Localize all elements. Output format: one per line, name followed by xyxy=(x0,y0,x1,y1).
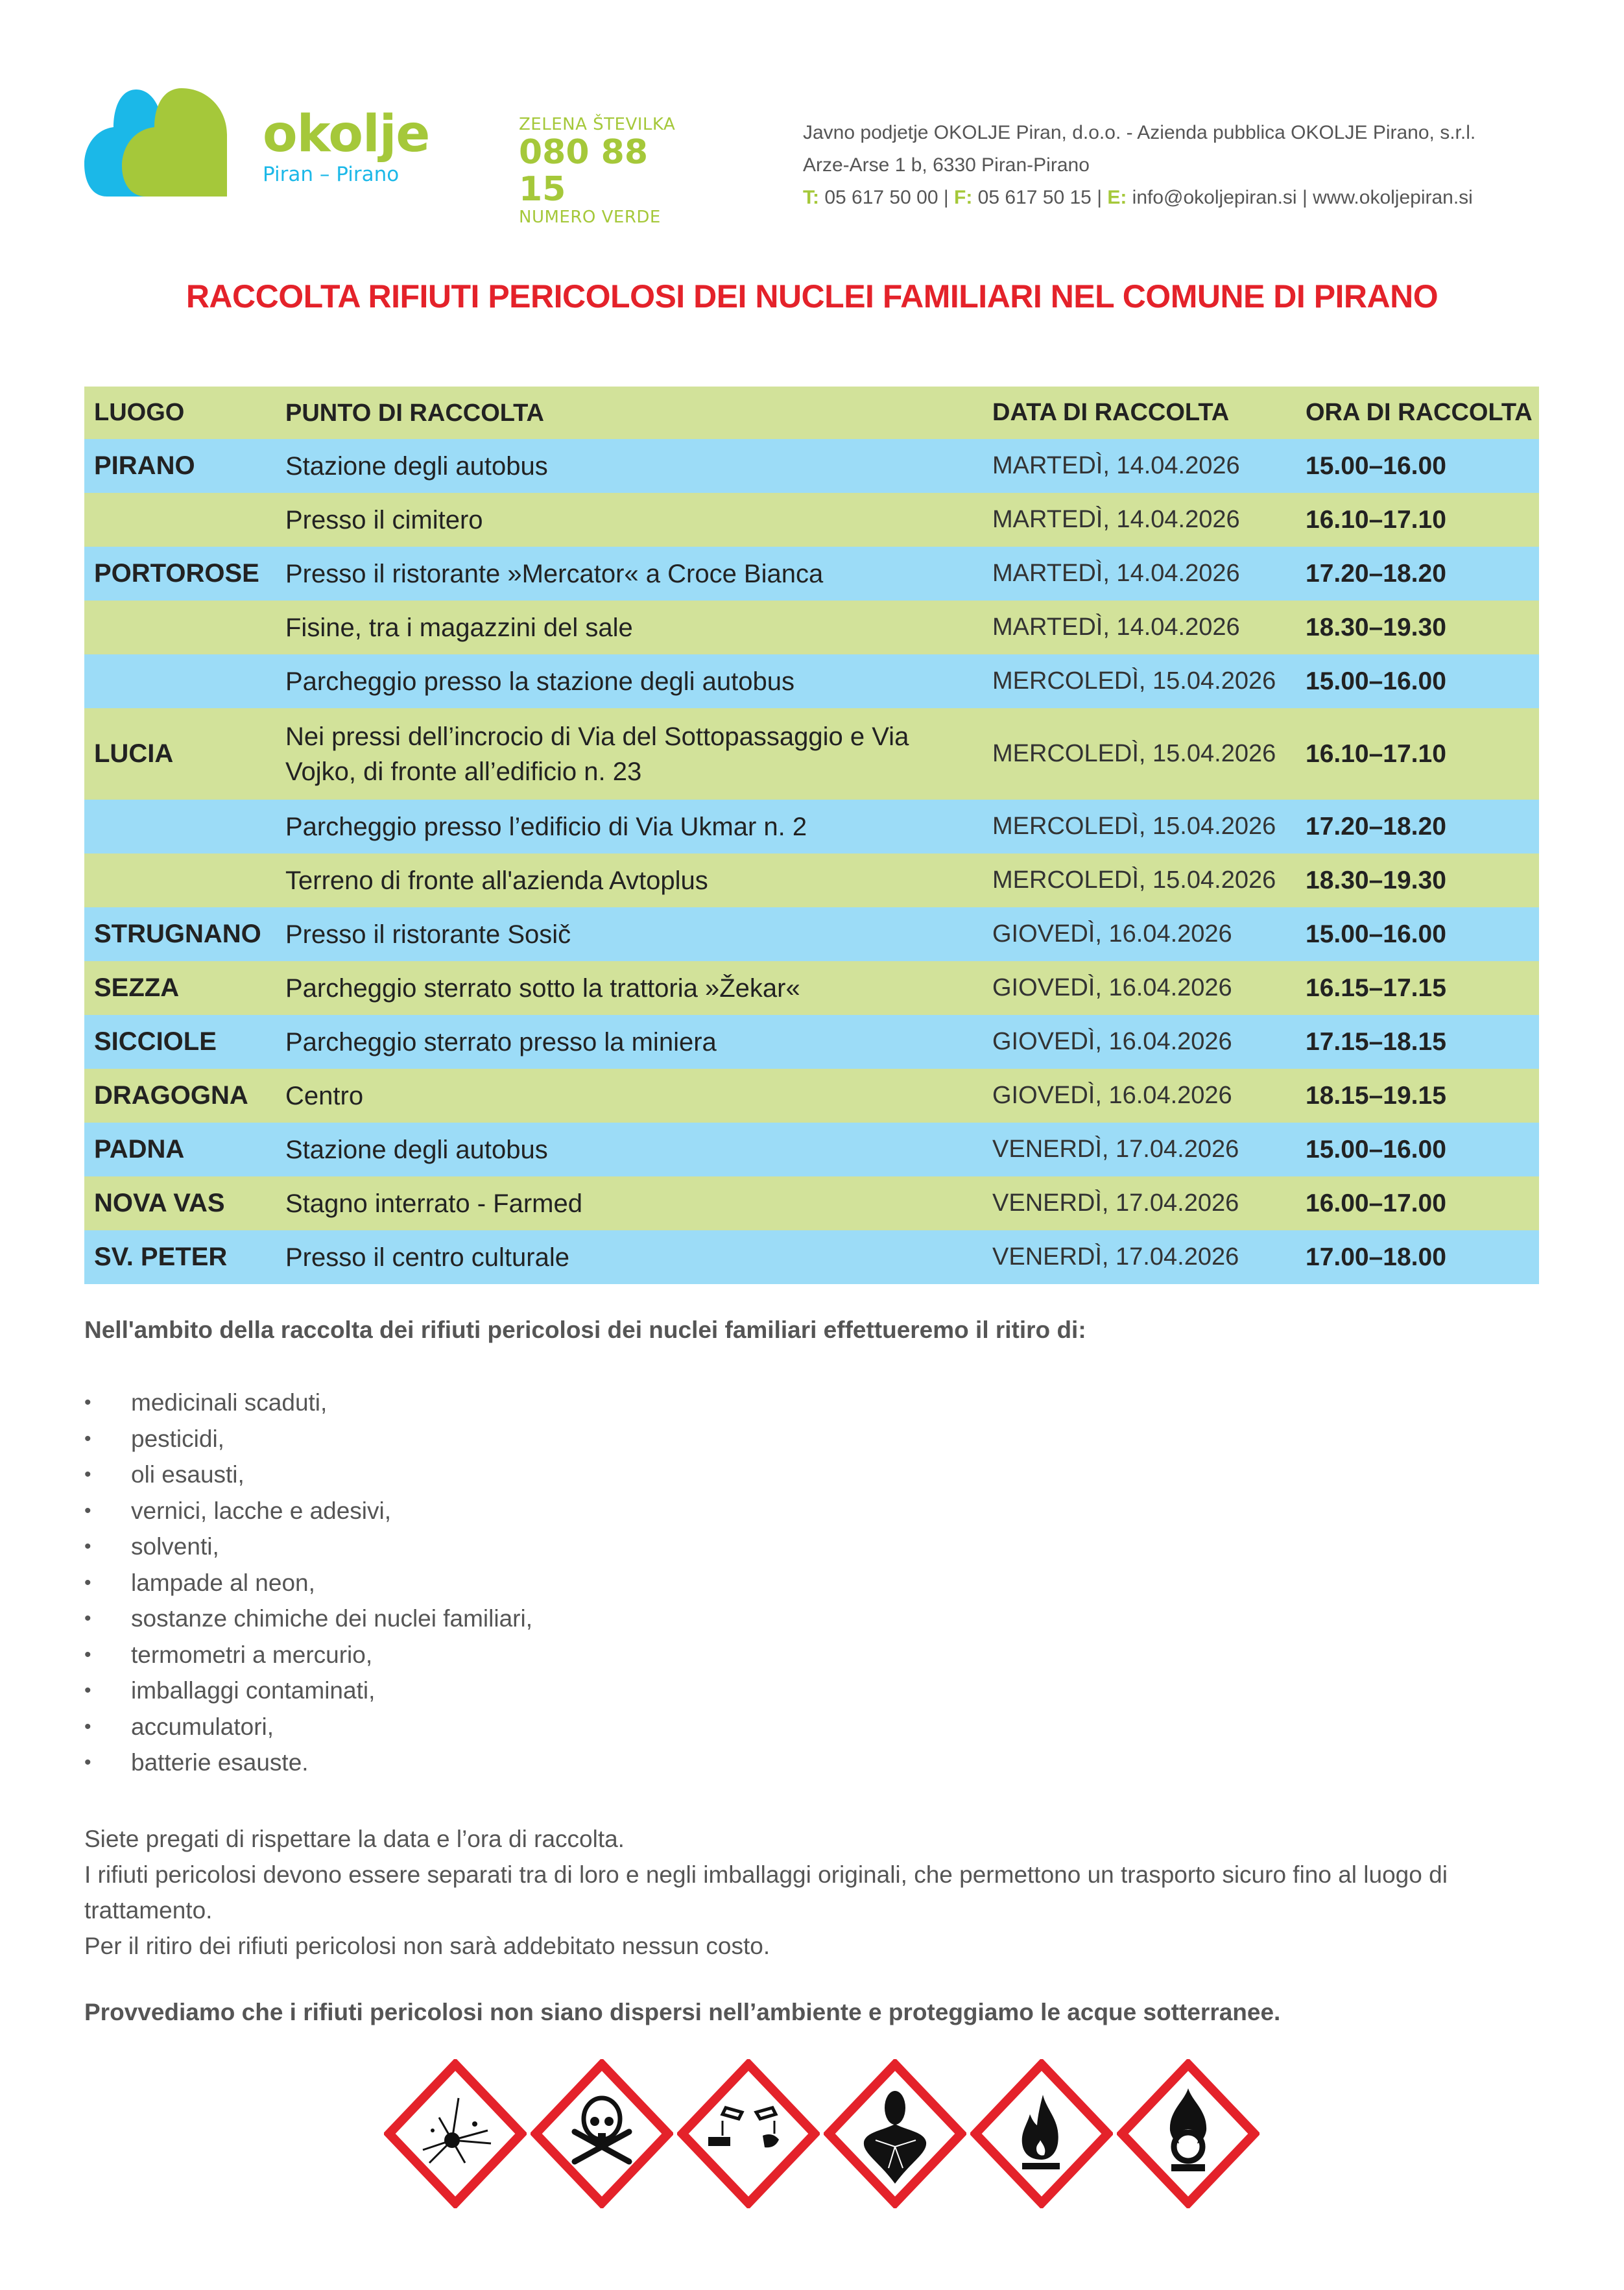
cell-data: MARTEDÌ, 14.04.2026 xyxy=(992,614,1240,641)
okolje-hearts-logo-icon xyxy=(84,83,227,197)
bullet-icon: • xyxy=(84,1392,91,1413)
header-data: DATA DI RACCOLTA xyxy=(992,399,1230,426)
flammable-icon xyxy=(970,2059,1113,2208)
toxic-skull-icon xyxy=(531,2059,673,2208)
cell-ora: 15.00–16.00 xyxy=(1306,451,1446,480)
cell-punto: Presso il centro culturale xyxy=(285,1243,569,1272)
cell-data: GIOVEDÌ, 16.04.2026 xyxy=(992,920,1232,948)
cell-punto: Presso il ristorante »Mercator« a Croce Bianca xyxy=(285,559,824,588)
list-item: • sostanze chimiche dei nuclei familiari, xyxy=(84,1601,532,1637)
table-header-row xyxy=(84,387,1539,439)
cell-punto: Nei pressi dell’incrocio di Via del Sottopassaggio e Via Vojko, di fronte all’edificio n. 23 xyxy=(285,722,909,786)
cell-punto: Centro xyxy=(285,1081,364,1110)
notes xyxy=(84,1821,1537,1964)
cell-ora: 15.00–16.00 xyxy=(1306,920,1446,948)
cell-punto: Parcheggio presso la stazione degli autobus xyxy=(285,667,794,696)
table-row xyxy=(84,961,1539,1015)
table-row xyxy=(84,1176,1539,1230)
cell-luogo: SV. PETER xyxy=(94,1243,228,1271)
list-item: • lampade al neon, xyxy=(84,1565,532,1601)
cell-ora: 15.00–16.00 xyxy=(1306,1135,1446,1163)
cell-data: MARTEDÌ, 14.04.2026 xyxy=(992,506,1240,533)
bullet-icon: • xyxy=(84,1680,91,1701)
bullet-icon: • xyxy=(84,1715,91,1737)
cell-ora: 17.15–18.15 xyxy=(1306,1027,1446,1056)
cell-punto: Fisine, tra i magazzini del sale xyxy=(285,613,633,642)
bullet-icon: • xyxy=(84,1464,91,1485)
cell-punto: Parcheggio sterrato presso la miniera xyxy=(285,1027,717,1056)
header-punto: PUNTO DI RACCOLTA xyxy=(285,399,544,427)
cell-data: VENERDÌ, 17.04.2026 xyxy=(992,1189,1239,1217)
cell-luogo: STRUGNANO xyxy=(94,920,261,948)
table-row xyxy=(84,1069,1539,1123)
closing-statement: Provvediamo che i rifiuti pericolosi non siano dispersi nell’ambiente e proteggiamo le acque sotterranee. xyxy=(84,1999,1281,2025)
green-number-label-top: ZELENA ŠTEVILKA xyxy=(519,115,676,134)
brand-subtitle: Piran – Pirano xyxy=(263,163,400,186)
table-row xyxy=(84,493,1539,547)
page-title: RACCOLTA RIFIUTI PERICOLOSI DEI NUCLEI FAMILIARI NEL COMUNE DI PIRANO xyxy=(185,278,1439,315)
bullet-icon: • xyxy=(84,1536,91,1557)
cell-luogo: PIRANO xyxy=(94,451,195,480)
note-line: Per il ritiro dei rifiuti pericolosi non sarà addebitato nessun costo. xyxy=(84,1933,770,1959)
header-ora: ORA DI RACCOLTA xyxy=(1306,399,1533,426)
brand-name: okolje xyxy=(263,105,430,163)
cell-data: GIOVEDÌ, 16.04.2026 xyxy=(992,1082,1232,1109)
header-luogo: LUOGO xyxy=(94,399,185,426)
cell-ora: 16.15–17.15 xyxy=(1306,973,1446,1002)
cell-luogo: SEZZA xyxy=(94,973,180,1002)
list-item: • pesticidi, xyxy=(84,1421,532,1457)
bullet-icon: • xyxy=(84,1427,91,1449)
list-item: • oli esausti, xyxy=(84,1457,532,1493)
cell-data: GIOVEDÌ, 16.04.2026 xyxy=(992,974,1232,1001)
list-item: • vernici, lacche e adesivi, xyxy=(84,1493,532,1529)
cell-data: MERCOLEDÌ, 15.04.2026 xyxy=(992,740,1276,767)
green-number[interactable]: 080 88 15 xyxy=(519,132,649,209)
cell-data: VENERDÌ, 17.04.2026 xyxy=(992,1243,1239,1270)
email-link[interactable]: info@okoljepiran.si xyxy=(1132,187,1297,208)
website-link[interactable]: www.okoljepiran.si xyxy=(1313,187,1473,208)
table-row xyxy=(84,1230,1539,1284)
cell-luogo: DRAGOGNA xyxy=(94,1081,248,1110)
cell-punto: Presso il ristorante Sosič xyxy=(285,920,571,949)
separator: | xyxy=(1097,187,1102,208)
list-item: • termometri a mercurio, xyxy=(84,1637,532,1673)
fax-label: F: xyxy=(954,187,973,208)
table-row xyxy=(84,907,1539,961)
company-address: Arze-Arse 1 b, 6330 Piran-Pirano xyxy=(803,154,1090,176)
cell-luogo: LUCIA xyxy=(94,739,174,768)
note-line: I rifiuti pericolosi devono essere separati tra di loro e negli imballaggi originali, che permettono un trasporto sicuro fino al luogo di trattamento. xyxy=(84,1861,1448,1924)
cell-data: MARTEDÌ, 14.04.2026 xyxy=(992,452,1240,479)
table-row xyxy=(84,708,1539,800)
company-name: Javno podjetje OKOLJE Piran, d.o.o. - Azienda pubblica OKOLJE Pirano, s.r.l. xyxy=(803,122,1476,143)
explosive-icon xyxy=(384,2059,527,2208)
list-item: • solventi, xyxy=(84,1529,532,1565)
table-row xyxy=(84,547,1539,601)
hazard-pictograms xyxy=(384,2059,1260,2208)
cell-ora: 18.15–19.15 xyxy=(1306,1081,1446,1110)
cell-ora: 16.10–17.10 xyxy=(1306,739,1446,768)
green-number-label-bottom: NUMERO VERDE xyxy=(519,207,661,227)
table-row xyxy=(84,800,1539,853)
fax-number: 05 617 50 15 xyxy=(977,187,1092,208)
cell-luogo: SICCIOLE xyxy=(94,1027,217,1056)
cell-ora: 16.10–17.10 xyxy=(1306,505,1446,534)
cell-punto: Terreno di fronte all'azienda Avtoplus xyxy=(285,866,708,895)
company-contacts xyxy=(803,182,1475,214)
list-item: • batterie esauste. xyxy=(84,1745,532,1781)
cell-data: VENERDÌ, 17.04.2026 xyxy=(992,1136,1239,1163)
cell-data: MERCOLEDÌ, 15.04.2026 xyxy=(992,813,1276,840)
table-row xyxy=(84,853,1539,907)
cell-ora: 17.20–18.20 xyxy=(1306,812,1446,841)
corrosive-icon xyxy=(677,2059,820,2208)
list-item: • imballaggi contaminati, xyxy=(84,1673,532,1709)
cell-punto: Stazione degli autobus xyxy=(285,451,548,481)
separator: | xyxy=(1302,187,1308,208)
cell-ora: 15.00–16.00 xyxy=(1306,667,1446,695)
cell-ora: 17.20–18.20 xyxy=(1306,559,1446,588)
collection-schedule-table xyxy=(84,387,1539,1284)
cell-luogo: NOVA VAS xyxy=(94,1189,225,1217)
list-item: • accumulatori, xyxy=(84,1709,532,1745)
email-label: E: xyxy=(1107,187,1127,208)
table-row xyxy=(84,654,1539,708)
cell-punto: Stazione degli autobus xyxy=(285,1135,548,1164)
cell-data: MERCOLEDÌ, 15.04.2026 xyxy=(992,866,1276,894)
note-line: Siete pregati di rispettare la data e l’ora di raccolta. xyxy=(84,1826,625,1852)
cell-punto: Stagno interrato - Farmed xyxy=(285,1189,582,1218)
tel-number[interactable]: 05 617 50 00 xyxy=(824,187,938,208)
oxidizing-icon xyxy=(1117,2059,1260,2208)
table-row xyxy=(84,1015,1539,1069)
green-number-block xyxy=(519,115,700,227)
table-row xyxy=(84,1123,1539,1176)
bullet-icon: • xyxy=(84,1499,91,1521)
cell-data: MARTEDÌ, 14.04.2026 xyxy=(992,560,1240,587)
cell-data: MERCOLEDÌ, 15.04.2026 xyxy=(992,667,1276,695)
cell-ora: 18.30–19.30 xyxy=(1306,866,1446,894)
tel-label: T: xyxy=(803,187,819,208)
cell-data: GIOVEDÌ, 16.04.2026 xyxy=(992,1028,1232,1055)
bullet-icon: • xyxy=(84,1571,91,1593)
waste-types-list xyxy=(84,1385,532,1781)
health-hazard-icon xyxy=(824,2059,966,2208)
table-row xyxy=(84,601,1539,654)
bullet-icon: • xyxy=(84,1752,91,1773)
table-row xyxy=(84,439,1539,493)
bullet-icon: • xyxy=(84,1608,91,1629)
cell-luogo: PADNA xyxy=(94,1135,185,1163)
cell-punto: Parcheggio sterrato sotto la trattoria »Žekar« xyxy=(285,973,800,1003)
cell-ora: 17.00–18.00 xyxy=(1306,1243,1446,1271)
cell-ora: 16.00–17.00 xyxy=(1306,1189,1446,1217)
cell-punto: Presso il cimitero xyxy=(285,505,483,534)
separator: | xyxy=(943,187,949,208)
intro-text: Nell'ambito della raccolta dei rifiuti pericolosi dei nuclei familiari effettueremo il ritiro di: xyxy=(84,1317,1086,1343)
cell-punto: Parcheggio presso l’edificio di Via Ukmar n. 2 xyxy=(285,812,807,841)
cell-luogo: PORTOROSE xyxy=(94,559,259,588)
list-item: • medicinali scaduti, xyxy=(84,1385,532,1421)
bullet-icon: • xyxy=(84,1643,91,1665)
brand xyxy=(263,105,430,186)
cell-ora: 18.30–19.30 xyxy=(1306,613,1446,641)
company-info xyxy=(803,117,1475,214)
